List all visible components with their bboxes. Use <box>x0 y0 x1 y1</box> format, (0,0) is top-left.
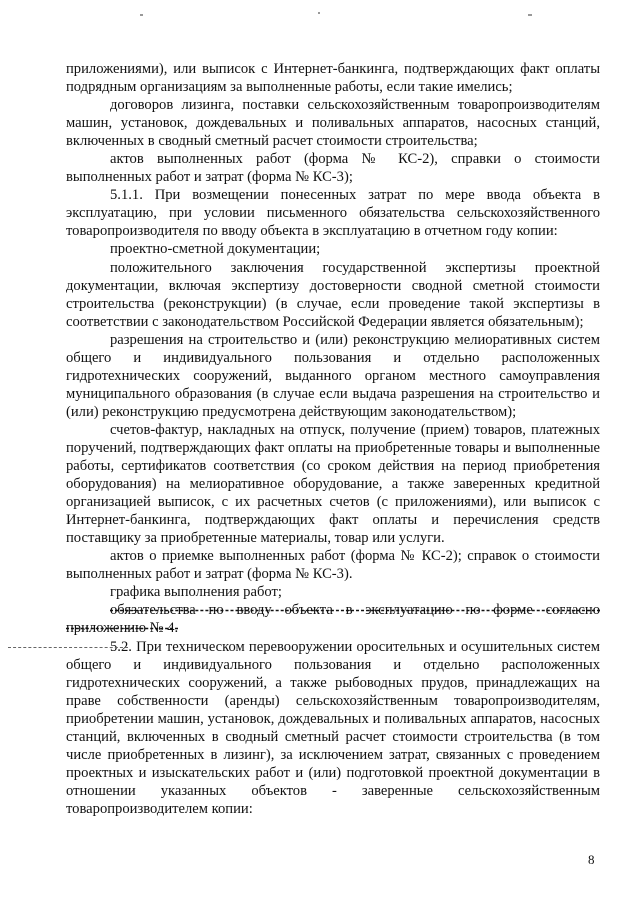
paragraph-p9: актов о приемке выполненных работ (форма № КС-2); справок о стоимости выполненных работ и затрат (форма № КС-3). <box>66 548 600 583</box>
paragraph-p6: положительного заключения государственной экспертизы проектной документации, включая экспертизу достоверности сводной сметной стоимости строительства (реконструкции) (в случае, если проведение такой экспертизы в соответствии с законодательством Российской Федерации является обязательным); <box>66 259 600 330</box>
paragraph-p2: договоров лизинга, поставки сельскохозяйственным товаропроизводителям машин, установок, дождевальных и поливальных аппаратов, насосных станций, включенных в сводный сметный расчет стоимости строительства; <box>66 97 600 150</box>
paragraph-p1: приложениями), или выписок с Интернет-банкинга, подтверждающих факт оплаты подрядным организациям за выполненные работы, если такие имелись; <box>66 61 600 96</box>
paragraph-p4: 5.1.1. При возмещении понесенных затрат по мере ввода объекта в эксплуатацию, при условии письменного обязательства сельскохозяйственного товаропроизводителя по вводу объекта в эксплуатацию в отчетном году копии: <box>66 187 600 240</box>
page-number: 8 <box>588 852 595 867</box>
document-body <box>66 60 600 818</box>
paragraph-p10: графика выполнения работ; <box>110 584 282 601</box>
scan-speck <box>528 14 532 16</box>
paragraph-p5: проектно-сметной документации; <box>110 241 321 258</box>
paragraph-p12: 5.2. При техническом перевооружении оросительных и осушительных систем общего и индивидуального пользования и отдельно расположенных гидротехнических сооружений, а также рыбоводных прудов, принадлежащих на праве собственности (аренды) сельскохозяйственным товаропроизводителям, приобретении машин, установок, дождевальных и поливальных аппаратов, насосных станций, включенных в сводный сметный расчет стоимости строительства (в том числе приобретенных в лизинг), за исключением затрат, связанных с проведением проектных и изыскательских работ и (или) подготовкой проектной документации в отношении указанных объектов - заверенные сельскохозяйственным товаропроизводителем копии: <box>66 638 600 817</box>
paragraph-p11-struck: обязательства по вводу объекта в эксплуатацию по форме согласно приложению № 4. <box>66 602 600 637</box>
paragraph-p8: счетов-фактур, накладных на отпуск, получение (прием) товаров, платежных поручений, подтверждающих факт оплаты на приобретенные товары и выполненные работы, сертификатов соответствия (со сроком действия на период приобретения оборудования) на мелиоративное оборудование, а также заверенных кредитной организацией выписок, с их расчетных счетов (с приложениями), или выписок с Интернет-банкинга, подтверждающих факт оплаты и перечисления средств поставщику за приобретенные материалы, товар или услуги. <box>66 421 600 547</box>
strike-leader-line <box>8 647 128 648</box>
scan-speck <box>318 12 320 14</box>
scan-speck <box>140 14 143 16</box>
paragraph-p7: разрешения на строительство и (или) реконструкцию мелиоративных систем общего и индивидуального пользования и отдельно расположенных гидротехнических сооружений, выданного органом местного самоуправления муниципального образования (в случае если выдача разрешения на строительство и (или) реконструкцию предусмотрена действующим законодательством); <box>66 331 600 420</box>
paragraph-p3: актов выполненных работ (форма № КС-2), справки о стоимости выполненных работ и затрат (форма № КС-3); <box>66 151 600 186</box>
